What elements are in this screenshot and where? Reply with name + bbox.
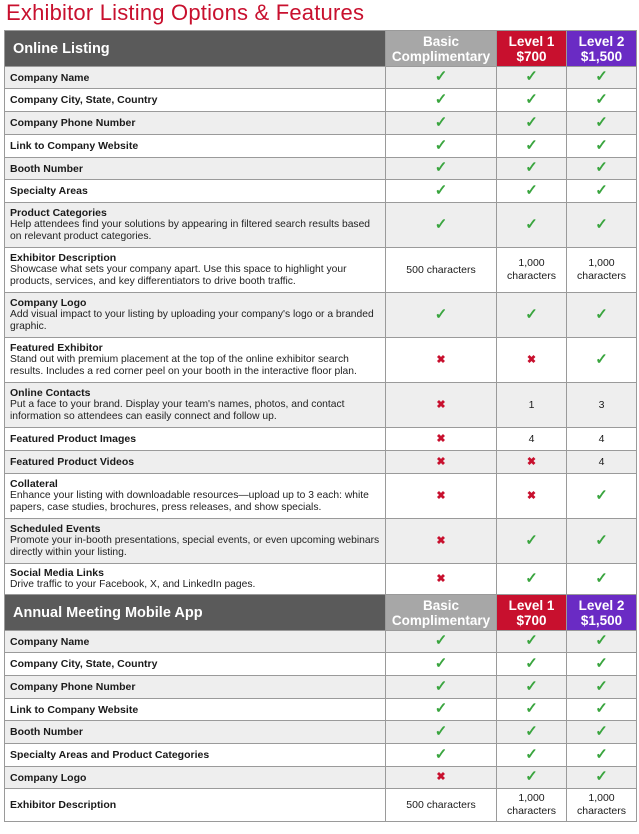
l2-included-cell xyxy=(567,721,637,744)
checkmark-icon: ✓ xyxy=(595,136,608,154)
x-mark-icon: ✖ xyxy=(436,534,446,547)
feature-row xyxy=(5,653,637,676)
checkmark-icon: ✓ xyxy=(525,113,538,131)
l2-value-cell xyxy=(567,451,637,474)
l1-included-cell xyxy=(497,699,567,721)
l1-value-cell xyxy=(497,248,567,293)
feature-name: Product Categories xyxy=(10,206,107,219)
checkmark-icon: ✓ xyxy=(434,305,448,323)
feature-row xyxy=(5,203,637,248)
feature-name: Link to Company Website xyxy=(10,703,139,716)
feature-name: Exhibitor Description xyxy=(10,251,117,264)
basic-tier-header xyxy=(386,595,497,631)
basic-included-cell xyxy=(386,699,497,721)
l2-included-cell xyxy=(567,338,637,383)
checkmark-icon: ✓ xyxy=(595,768,608,785)
tier-value: 4 xyxy=(598,432,605,445)
x-mark-icon: ✖ xyxy=(436,432,446,445)
basic-included-cell xyxy=(386,112,497,135)
tier-value: 1,000 characters xyxy=(506,792,557,817)
feature-row xyxy=(5,699,637,721)
feature-name: Collateral xyxy=(10,477,58,490)
l1-included-cell xyxy=(497,744,567,767)
l2-included-cell xyxy=(567,180,637,203)
feature-row xyxy=(5,519,637,564)
l2-included-cell xyxy=(567,767,637,789)
basic-included-cell xyxy=(386,158,497,180)
feature-row xyxy=(5,631,637,653)
basic-value-cell xyxy=(386,789,497,822)
l2-value-cell xyxy=(567,428,637,451)
x-mark-icon: ✖ xyxy=(436,455,446,468)
feature-cell xyxy=(5,180,386,203)
checkmark-icon: ✓ xyxy=(434,90,448,108)
level2-tier-price: $1,500 xyxy=(580,612,623,628)
basic-tier-price: Complimentary xyxy=(391,612,491,628)
online-listing-header-row xyxy=(5,31,637,67)
feature-row xyxy=(5,789,637,822)
basic-included-cell xyxy=(386,180,497,203)
feature-row xyxy=(5,721,637,744)
checkmark-icon: ✓ xyxy=(434,654,448,672)
mobile-app-header-row xyxy=(5,595,637,631)
basic-not-included-cell xyxy=(386,428,497,451)
feature-name: Company Name xyxy=(10,71,90,84)
feature-name: Online Contacts xyxy=(10,386,91,399)
basic-tier-header xyxy=(386,31,497,67)
checkmark-icon: ✓ xyxy=(595,113,608,131)
feature-cell xyxy=(5,383,386,428)
level1-tier-header xyxy=(497,595,567,631)
l2-included-cell xyxy=(567,158,637,180)
x-mark-icon: ✖ xyxy=(436,771,446,783)
level2-tier-name: Level 2 xyxy=(578,597,625,613)
checkmark-icon: ✓ xyxy=(434,113,448,131)
basic-not-included-cell xyxy=(386,519,497,564)
checkmark-icon: ✓ xyxy=(434,181,448,199)
feature-row xyxy=(5,564,637,595)
feature-name: Social Media Links xyxy=(10,566,104,579)
checkmark-icon: ✓ xyxy=(595,722,608,740)
checkmark-icon: ✓ xyxy=(525,90,538,108)
feature-cell xyxy=(5,67,386,89)
x-mark-icon: ✖ xyxy=(526,489,537,502)
basic-included-cell xyxy=(386,89,497,112)
checkmark-icon: ✓ xyxy=(595,215,608,233)
basic-not-included-cell xyxy=(386,474,497,519)
checkmark-icon: ✓ xyxy=(595,700,608,717)
feature-cell xyxy=(5,158,386,180)
checkmark-icon: ✓ xyxy=(525,677,538,695)
checkmark-icon: ✓ xyxy=(434,700,448,717)
feature-row xyxy=(5,744,637,767)
checkmark-icon: ✓ xyxy=(525,569,538,587)
l1-included-cell xyxy=(497,112,567,135)
checkmark-icon: ✓ xyxy=(595,654,608,672)
feature-name: Company Phone Number xyxy=(10,117,136,129)
feature-name: Specialty Areas xyxy=(10,185,88,197)
mobile-app-heading: Annual Meeting Mobile App xyxy=(5,595,386,631)
checkmark-icon: ✓ xyxy=(434,722,448,740)
checkmark-icon: ✓ xyxy=(595,159,608,176)
l2-included-cell xyxy=(567,474,637,519)
feature-name: Featured Product Images xyxy=(10,433,137,445)
basic-included-cell xyxy=(386,631,497,653)
level2-tier-header xyxy=(567,595,637,631)
feature-description: Drive traffic to your Facebook, X, and LinkedIn pages. xyxy=(10,578,256,590)
l1-value-cell xyxy=(497,428,567,451)
feature-row xyxy=(5,135,637,158)
feature-description: Put a face to your brand. Display your team's names, photos, and contact information so attendees can easily connect and follow up. xyxy=(10,398,345,422)
feature-row xyxy=(5,338,637,383)
feature-description: Enhance your listing with downloadable resources—upload up to 3 each: white papers, case studies, brochures, press releases, and show specials. xyxy=(10,489,369,513)
l1-value-cell xyxy=(497,789,567,822)
x-mark-icon: ✖ xyxy=(436,398,446,411)
basic-included-cell xyxy=(386,744,497,767)
checkmark-icon: ✓ xyxy=(595,181,608,199)
feature-cell xyxy=(5,767,386,789)
feature-row xyxy=(5,676,637,699)
feature-row xyxy=(5,112,637,135)
checkmark-icon: ✓ xyxy=(434,215,448,233)
feature-cell xyxy=(5,653,386,676)
feature-cell xyxy=(5,789,386,822)
feature-description: Promote your in-booth presentations, special events, or even upcoming webinars directly within your listing. xyxy=(10,534,380,558)
feature-row xyxy=(5,89,637,112)
checkmark-icon: ✓ xyxy=(434,677,448,695)
feature-cell xyxy=(5,248,386,293)
checkmark-icon: ✓ xyxy=(525,700,538,717)
checkmark-icon: ✓ xyxy=(525,68,538,85)
feature-cell xyxy=(5,699,386,721)
l2-included-cell xyxy=(567,112,637,135)
checkmark-icon: ✓ xyxy=(595,68,608,85)
checkmark-icon: ✓ xyxy=(595,569,608,587)
checkmark-icon: ✓ xyxy=(525,768,538,785)
l1-included-cell xyxy=(497,67,567,89)
tier-value: 500 characters xyxy=(406,798,476,811)
feature-row xyxy=(5,451,637,474)
x-mark-icon: ✖ xyxy=(526,455,537,468)
feature-cell xyxy=(5,676,386,699)
checkmark-icon: ✓ xyxy=(525,722,538,740)
basic-included-cell xyxy=(386,653,497,676)
basic-tier-price: Complimentary xyxy=(391,48,491,64)
l1-value-cell xyxy=(497,383,567,428)
feature-name: Company Name xyxy=(10,635,90,648)
basic-not-included-cell xyxy=(386,338,497,383)
x-mark-icon: ✖ xyxy=(526,353,537,366)
level1-tier-name: Level 1 xyxy=(508,597,555,613)
basic-included-cell xyxy=(386,676,497,699)
basic-not-included-cell xyxy=(386,767,497,789)
level2-tier-header xyxy=(567,31,637,67)
l1-included-cell xyxy=(497,631,567,653)
feature-cell xyxy=(5,203,386,248)
online-listing-section xyxy=(5,31,637,595)
l2-value-cell xyxy=(567,789,637,822)
feature-cell xyxy=(5,338,386,383)
l2-included-cell xyxy=(567,89,637,112)
level1-tier-price: $700 xyxy=(516,612,547,628)
basic-not-included-cell xyxy=(386,564,497,595)
feature-row xyxy=(5,67,637,89)
basic-not-included-cell xyxy=(386,451,497,474)
l1-included-cell xyxy=(497,203,567,248)
feature-cell xyxy=(5,721,386,744)
feature-cell xyxy=(5,631,386,653)
checkmark-icon: ✓ xyxy=(525,215,538,233)
x-mark-icon: ✖ xyxy=(436,572,446,585)
l1-included-cell xyxy=(497,767,567,789)
checkmark-icon: ✓ xyxy=(595,350,608,368)
feature-name: Link to Company Website xyxy=(10,140,139,152)
l2-value-cell xyxy=(567,383,637,428)
checkmark-icon: ✓ xyxy=(595,745,608,763)
feature-name: Company City, State, Country xyxy=(10,94,158,106)
checkmark-icon: ✓ xyxy=(434,159,448,176)
basic-included-cell xyxy=(386,293,497,338)
online-listing-heading: Online Listing xyxy=(5,31,386,67)
checkmark-icon: ✓ xyxy=(434,136,448,154)
l1-included-cell xyxy=(497,180,567,203)
basic-included-cell xyxy=(386,203,497,248)
x-mark-icon: ✖ xyxy=(436,489,446,502)
page-title: Exhibitor Listing Options & Features xyxy=(6,0,365,25)
tier-value: 1 xyxy=(528,398,535,411)
feature-cell xyxy=(5,428,386,451)
l2-included-cell xyxy=(567,293,637,338)
feature-name: Scheduled Events xyxy=(10,522,101,535)
tier-value: 1,000 characters xyxy=(576,257,627,282)
x-mark-icon: ✖ xyxy=(436,353,446,366)
l2-included-cell xyxy=(567,519,637,564)
checkmark-icon: ✓ xyxy=(525,654,538,672)
tier-value: 4 xyxy=(528,432,535,445)
checkmark-icon: ✓ xyxy=(434,68,448,85)
checkmark-icon: ✓ xyxy=(525,632,538,649)
feature-description: Add visual impact to your listing by uploading your company's logo or a branded graphic. xyxy=(10,308,374,332)
feature-name: Company Logo xyxy=(10,296,87,309)
basic-value-cell xyxy=(386,248,497,293)
l1-included-cell xyxy=(497,721,567,744)
checkmark-icon: ✓ xyxy=(525,136,538,154)
feature-cell xyxy=(5,519,386,564)
level1-tier-price: $700 xyxy=(516,48,547,64)
feature-name: Featured Product Videos xyxy=(10,456,135,468)
feature-name: Booth Number xyxy=(10,726,83,738)
feature-row xyxy=(5,474,637,519)
checkmark-icon: ✓ xyxy=(595,632,608,649)
l1-included-cell xyxy=(497,519,567,564)
checkmark-icon: ✓ xyxy=(525,305,538,323)
l1-included-cell xyxy=(497,89,567,112)
feature-name: Specialty Areas and Product Categories xyxy=(10,749,210,761)
l2-included-cell xyxy=(567,135,637,158)
feature-cell xyxy=(5,474,386,519)
listing-options-table xyxy=(4,30,637,822)
tier-value: 500 characters xyxy=(406,263,476,276)
feature-row xyxy=(5,767,637,789)
feature-row xyxy=(5,158,637,180)
l1-included-cell xyxy=(497,653,567,676)
checkmark-icon: ✓ xyxy=(595,531,608,549)
feature-cell xyxy=(5,89,386,112)
feature-row xyxy=(5,293,637,338)
feature-cell xyxy=(5,135,386,158)
basic-tier-name: Basic xyxy=(422,33,460,49)
l2-included-cell xyxy=(567,699,637,721)
l1-included-cell xyxy=(497,293,567,338)
feature-description: Showcase what sets your company apart. Use this space to highlight your products, services, and key differentiators to drive booth traffic. xyxy=(10,263,347,287)
level2-tier-price: $1,500 xyxy=(580,48,623,64)
tier-value: 3 xyxy=(598,398,605,411)
feature-cell xyxy=(5,293,386,338)
l2-value-cell xyxy=(567,248,637,293)
basic-included-cell xyxy=(386,721,497,744)
l2-included-cell xyxy=(567,203,637,248)
feature-description: Help attendees find your solutions by appearing in filtered search results based on relevant product categories. xyxy=(10,218,371,242)
l1-included-cell xyxy=(497,564,567,595)
feature-cell xyxy=(5,564,386,595)
feature-name: Featured Exhibitor xyxy=(10,341,103,354)
l1-included-cell xyxy=(497,676,567,699)
basic-included-cell xyxy=(386,67,497,89)
feature-row xyxy=(5,383,637,428)
checkmark-icon: ✓ xyxy=(525,181,538,199)
checkmark-icon: ✓ xyxy=(525,745,538,763)
feature-name: Booth Number xyxy=(10,162,83,175)
checkmark-icon: ✓ xyxy=(595,677,608,695)
l2-included-cell xyxy=(567,631,637,653)
feature-description: Stand out with premium placement at the top of the online exhibitor search results. Includes a red corner peel on your booth in the interactive floor plan. xyxy=(10,353,357,377)
feature-name: Exhibitor Description xyxy=(10,799,117,811)
checkmark-icon: ✓ xyxy=(595,486,608,504)
basic-tier-name: Basic xyxy=(422,597,460,613)
l2-included-cell xyxy=(567,564,637,595)
basic-not-included-cell xyxy=(386,383,497,428)
l1-included-cell xyxy=(497,135,567,158)
l2-included-cell xyxy=(567,653,637,676)
checkmark-icon: ✓ xyxy=(525,159,538,176)
checkmark-icon: ✓ xyxy=(595,90,608,108)
level2-tier-name: Level 2 xyxy=(578,33,625,49)
l1-included-cell xyxy=(497,158,567,180)
l2-included-cell xyxy=(567,744,637,767)
tier-value: 4 xyxy=(598,455,605,468)
feature-row xyxy=(5,180,637,203)
tier-value: 1,000 characters xyxy=(506,257,557,282)
feature-name: Company Phone Number xyxy=(10,681,136,693)
mobile-app-section xyxy=(5,595,637,822)
feature-row xyxy=(5,248,637,293)
feature-name: Company Logo xyxy=(10,771,87,784)
level1-tier-name: Level 1 xyxy=(508,33,555,49)
l1-not-included-cell xyxy=(497,474,567,519)
l1-not-included-cell xyxy=(497,451,567,474)
feature-cell xyxy=(5,112,386,135)
l1-not-included-cell xyxy=(497,338,567,383)
checkmark-icon: ✓ xyxy=(595,305,608,323)
checkmark-icon: ✓ xyxy=(434,632,448,649)
feature-row xyxy=(5,428,637,451)
feature-cell xyxy=(5,451,386,474)
l2-included-cell xyxy=(567,67,637,89)
checkmark-icon: ✓ xyxy=(525,531,538,549)
tier-value: 1,000 characters xyxy=(576,792,627,817)
checkmark-icon: ✓ xyxy=(434,745,448,763)
level1-tier-header xyxy=(497,31,567,67)
feature-name: Company City, State, Country xyxy=(10,658,158,670)
l2-included-cell xyxy=(567,676,637,699)
basic-included-cell xyxy=(386,135,497,158)
feature-cell xyxy=(5,744,386,767)
